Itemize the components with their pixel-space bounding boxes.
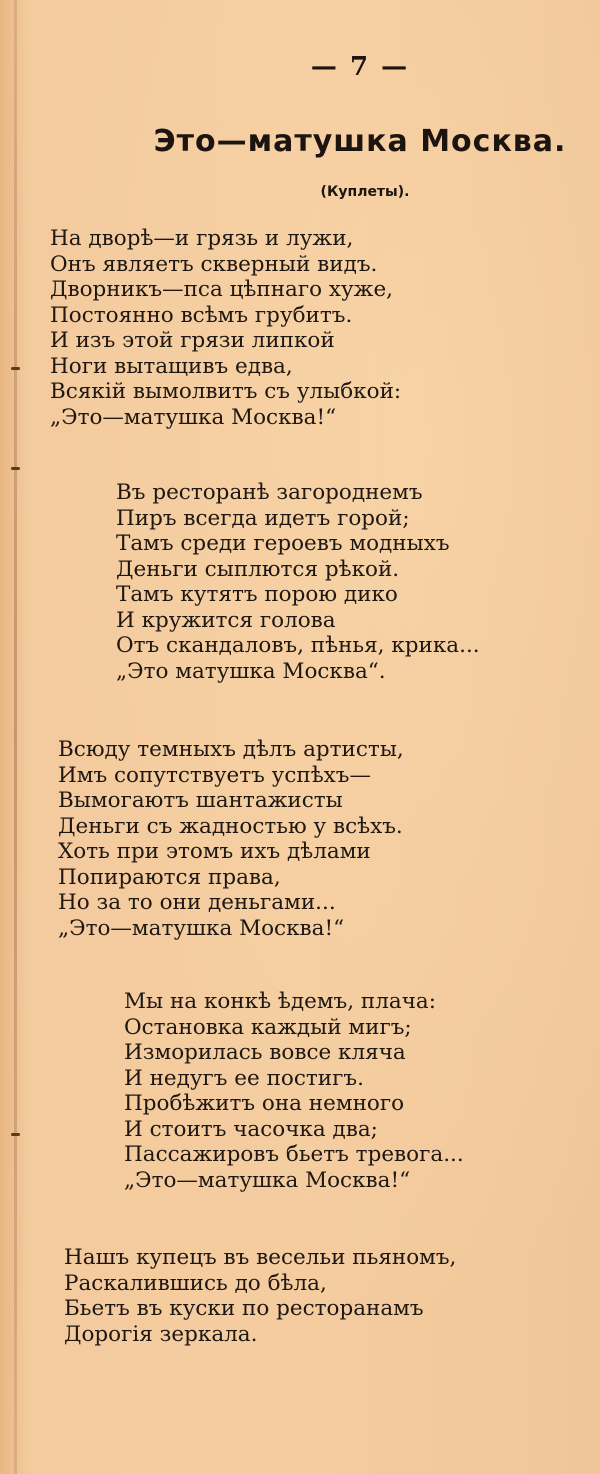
verse-line: Всякій вымолвитъ съ улыбкой: (50, 379, 402, 404)
verse-line: Отъ скандаловъ, пѣнья, крика... (116, 633, 480, 658)
verse-line: И стоитъ часочка два; (124, 1116, 378, 1142)
verse-line: Вымогаютъ шантажисты (58, 788, 343, 813)
verse-line: „Это—матушка Москва!“ (124, 1167, 411, 1193)
verse-line: Пиръ всегда идетъ горой; (116, 505, 410, 531)
verse-line: Имъ сопутствуетъ успѣхъ— (58, 762, 371, 788)
verse-line: Пробѣжитъ она немного (124, 1091, 405, 1116)
page-binding-edge (14, 0, 17, 1474)
stanza-5 (64, 1245, 456, 1347)
verse-line: Изморилась вовсе кляча (124, 1040, 406, 1065)
poem-title: Это—матушка Москва. (153, 124, 567, 159)
verse-line: Бьетъ въ куски по ресторанамъ (64, 1296, 424, 1321)
verse-line: Нашъ купецъ въ весельи пьяномъ, (64, 1245, 457, 1270)
stanza-4 (124, 989, 464, 1193)
poem-subtitle: (Куплеты). (320, 184, 410, 200)
verse-line: Деньги сыплются рѣкой. (116, 556, 400, 582)
verse-line: Тамъ среди героевъ модныхъ (116, 531, 450, 556)
verse-line: Дорогія зеркала. (64, 1321, 258, 1347)
verse-line: Раскалившись до бѣла, (64, 1270, 327, 1296)
verse-line: „Это—матушка Москва!“ (58, 915, 345, 941)
binding-stitch-mark (11, 367, 20, 370)
verse-line: Но за то они деньгами... (58, 890, 336, 915)
verse-line: На дворѣ—и грязь и лужи, (50, 226, 354, 251)
verse-line: Пассажировъ бьетъ тревога... (124, 1142, 464, 1167)
verse-line: Тамъ кутятъ порою дико (116, 582, 398, 607)
verse-line: Онъ являетъ скверный видъ. (50, 251, 378, 277)
verse-line: И кружится голова (116, 607, 336, 633)
verse-line: Всюду темныхъ дѣлъ артисты, (58, 737, 404, 762)
verse-line: Деньги съ жадностью у всѣхъ. (58, 813, 403, 839)
verse-line: И изъ этой грязи липкой (50, 328, 335, 353)
verse-line: Ноги вытащивъ едва, (50, 353, 293, 379)
verse-line: Остановка каждый мигъ; (124, 1014, 412, 1040)
verse-line: Попираются права, (58, 864, 281, 890)
binding-stitch-mark (11, 1133, 20, 1136)
verse-line: „Это—матушка Москва!“ (50, 404, 337, 430)
stanza-2 (116, 480, 480, 684)
verse-line: Въ ресторанѣ загороднемъ (116, 480, 423, 505)
stanza-3 (58, 737, 404, 941)
verse-line: И недугъ ее постигъ. (124, 1065, 364, 1091)
verse-line: Дворникъ—пса цѣпнаго хуже, (50, 277, 394, 302)
verse-line: Постоянно всѣмъ грубитъ. (50, 302, 353, 328)
page-number: — 7 — (310, 52, 410, 82)
verse-line: Хоть при этомъ ихъ дѣлами (58, 839, 371, 864)
binding-stitch-mark (11, 467, 20, 470)
stanza-1 (50, 226, 401, 430)
verse-line: Мы на конкѣ ѣдемъ, плача: (124, 989, 436, 1014)
verse-line: „Это матушка Москва“. (116, 658, 386, 684)
